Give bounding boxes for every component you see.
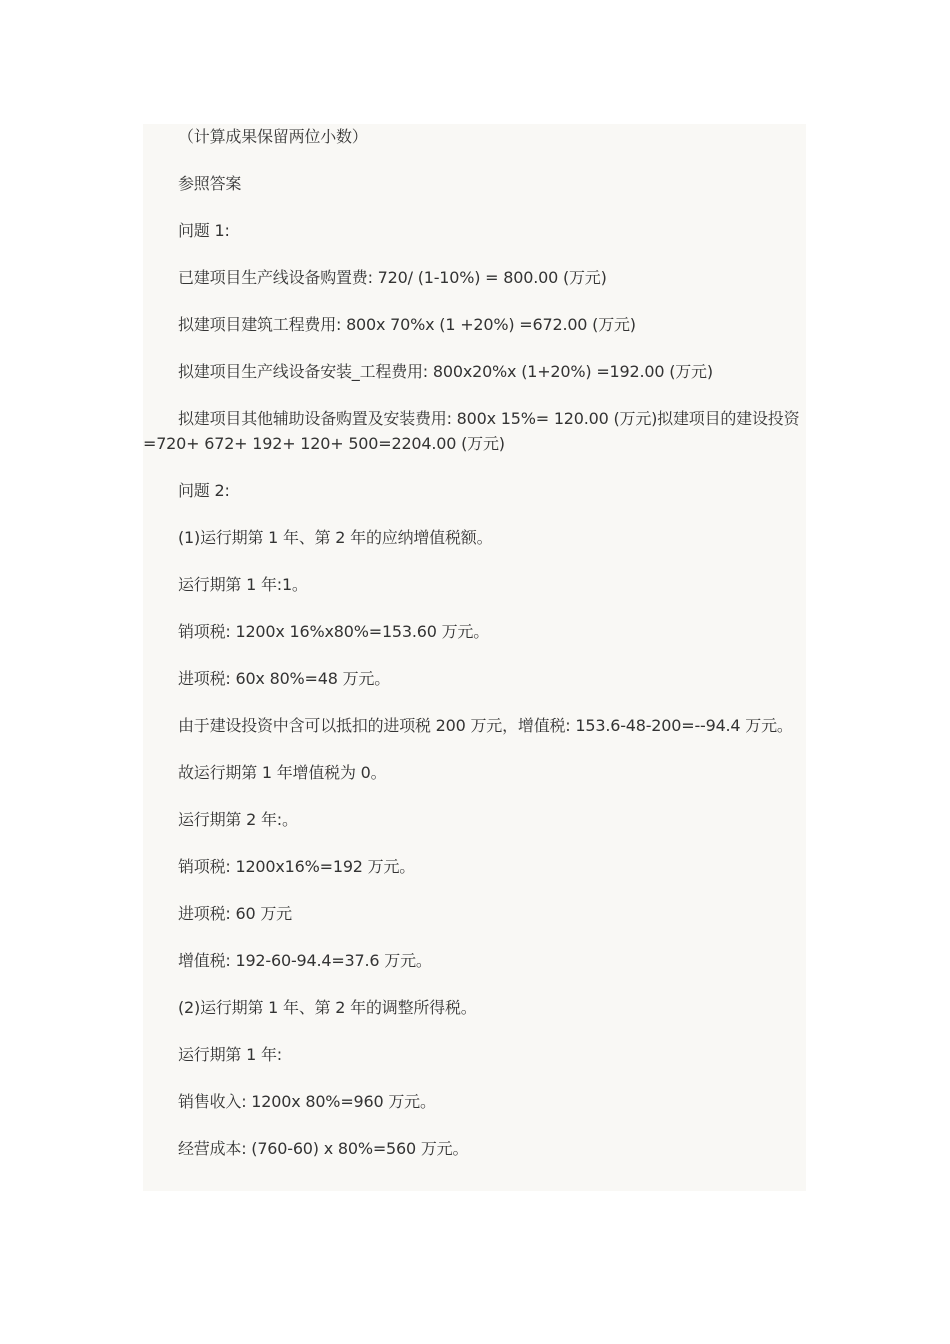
- paragraph: (2)运行期第 1 年、第 2 年的调整所得税。: [178, 998, 477, 1017]
- paragraph: 由于建设投资中含可以抵扣的进项税 200 万元，增值税: 153.6-48-200=--94.4 万元。: [178, 716, 793, 735]
- note-rounding: （计算成果保留两位小数）: [178, 127, 368, 146]
- paragraph: 销项税: 1200x16%=192 万元。: [178, 857, 416, 876]
- paragraph: 增值税: 192-60-94.4=37.6 万元。: [178, 951, 432, 970]
- paragraph: 运行期第 2 年:。: [178, 810, 298, 829]
- paragraph: 销项税: 1200x 16%x80%=153.60 万元。: [178, 622, 490, 641]
- heading-reference-answer: 参照答案: [178, 174, 242, 193]
- paragraph: 运行期第 1 年:: [178, 1045, 282, 1064]
- document-page: [143, 124, 806, 1191]
- paragraph: 已建项目生产线设备购置费: 720/ (1-10%) = 800.00 (万元): [178, 268, 607, 287]
- paragraph: (1)运行期第 1 年、第 2 年的应纳增值税额。: [178, 528, 493, 547]
- paragraph: 拟建项目生产线设备安装_工程费用: 800x20%x (1+20%) =192.00 (万元): [178, 362, 713, 381]
- paragraph: 经营成本: (760-60) x 80%=560 万元。: [178, 1139, 469, 1158]
- paragraph: 进项税: 60 万元: [178, 904, 292, 923]
- heading-question-1: 问题 1:: [178, 221, 230, 240]
- paragraph: 拟建项目其他辅助设备购置及安装费用: 800x 15%= 120.00 (万元)拟建项目的建设投资=720+ 672+ 192+ 120+ 500=2204.00 (万元): [143, 409, 800, 453]
- paragraph: 进项税: 60x 80%=48 万元。: [178, 669, 391, 688]
- heading-question-2: 问题 2:: [178, 481, 230, 500]
- paragraph: 销售收入: 1200x 80%=960 万元。: [178, 1092, 436, 1111]
- paragraph: 拟建项目建筑工程费用: 800x 70%x (1 +20%) =672.00 (万元): [178, 315, 636, 334]
- paragraph: 运行期第 1 年:1。: [178, 575, 308, 594]
- document-body: [143, 124, 806, 1183]
- paragraph: 故运行期第 1 年增值税为 0。: [178, 763, 387, 782]
